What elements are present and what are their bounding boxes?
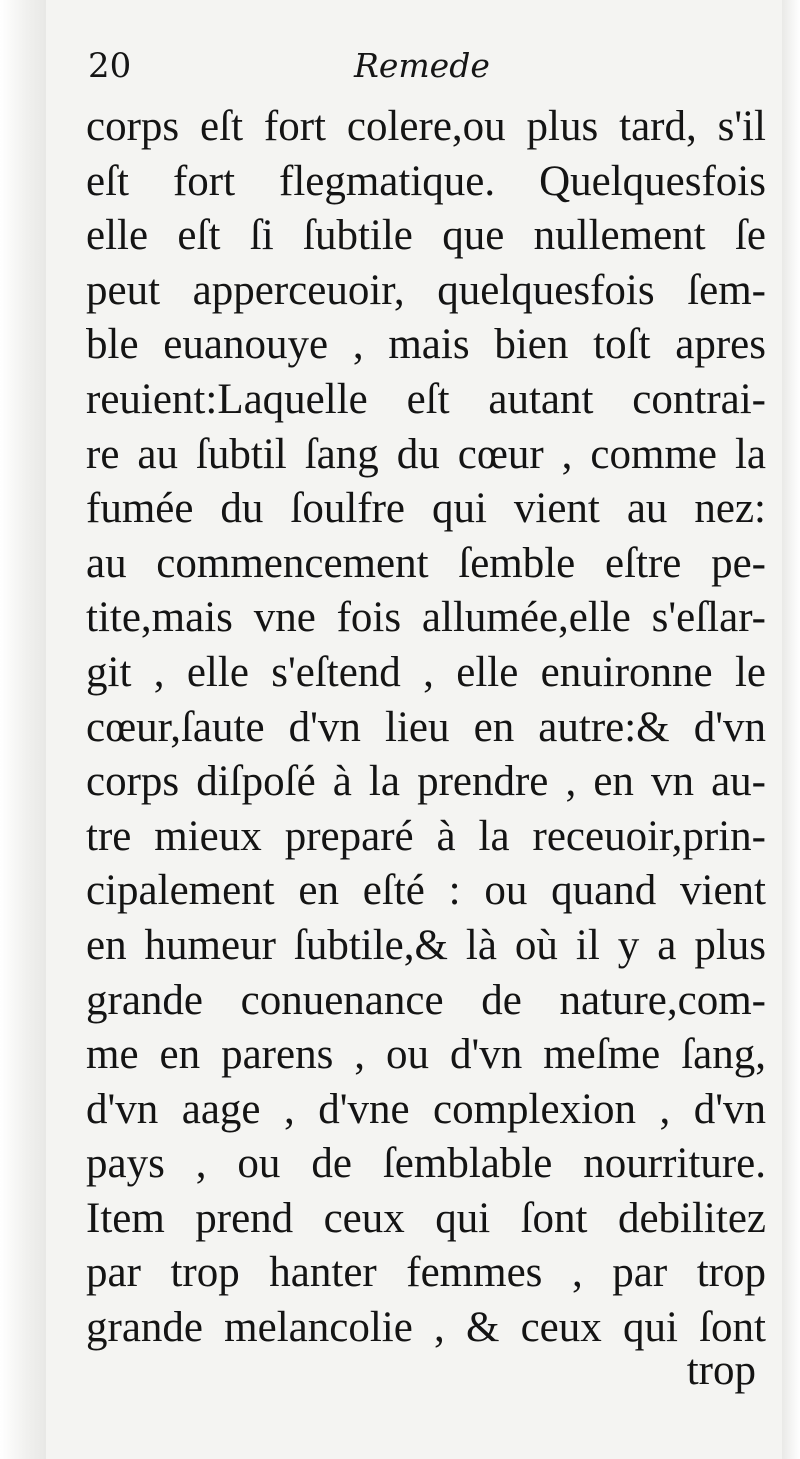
text-line: corps eſt fort colere,ou plus tard, s'il [86, 103, 766, 150]
body-text [86, 100, 766, 1356]
page-header [88, 44, 488, 94]
text-line: re au ſubtil ſang du cœur , comme la [86, 430, 766, 478]
running-title: Remede [354, 46, 490, 85]
text-line: git , elle s'eſtend , elle enuironne le [86, 648, 766, 696]
text-line: en humeur ſubtile,& là où il y a plus [86, 921, 766, 969]
text-line: cipalement en eſté : ou quand vient [86, 867, 766, 915]
text-line: cœur,ſaute d'vn lieu en autre:& d'vn [86, 703, 766, 751]
page-right-margin-shadow [782, 0, 800, 1459]
text-line: fumée du ſoulfre qui vient au nez: [86, 485, 766, 533]
text-line: Item prend ceux qui ſont debilitez [86, 1194, 766, 1242]
text-line: par trop hanter femmes , par trop [86, 1249, 766, 1297]
text-line: ble euanouye , mais bien toſt apres [86, 321, 766, 369]
text-line: pays , ou de ſemblable nourriture. [86, 1140, 766, 1188]
text-line: me en parens , ou d'vn meſme ſang, [86, 1031, 766, 1079]
text-line: au commencement ſemble eſtre pe- [86, 539, 766, 587]
page-left-margin-shadow [0, 0, 46, 1459]
text-line: grande melancolie , & ceux qui ſont [86, 1304, 766, 1352]
text-line: peut apperceuoir, quelquesfois ſem- [86, 266, 766, 314]
text-line: elle eſt ſi ſubtile que nullement ſe [86, 212, 766, 260]
text-line: grande conuenance de nature,com- [86, 976, 766, 1024]
page-number: 20 [88, 46, 132, 86]
text-line: reuient:Laquelle eſt autant contrai- [86, 375, 766, 423]
text-line: d'vn aage , d'vne complexion , d'vn [86, 1085, 766, 1133]
catchword: trop [686, 1347, 756, 1394]
text-line: tre mieux preparé à la receuoir,prin- [86, 812, 766, 860]
text-line: corps diſpoſé à la prendre , en vn au- [86, 758, 766, 806]
text-line: eſt fort flegmatique. Quelquesfois [86, 157, 766, 205]
text-line: tite,mais vne fois allumée,elle s'eſlar- [86, 594, 766, 642]
